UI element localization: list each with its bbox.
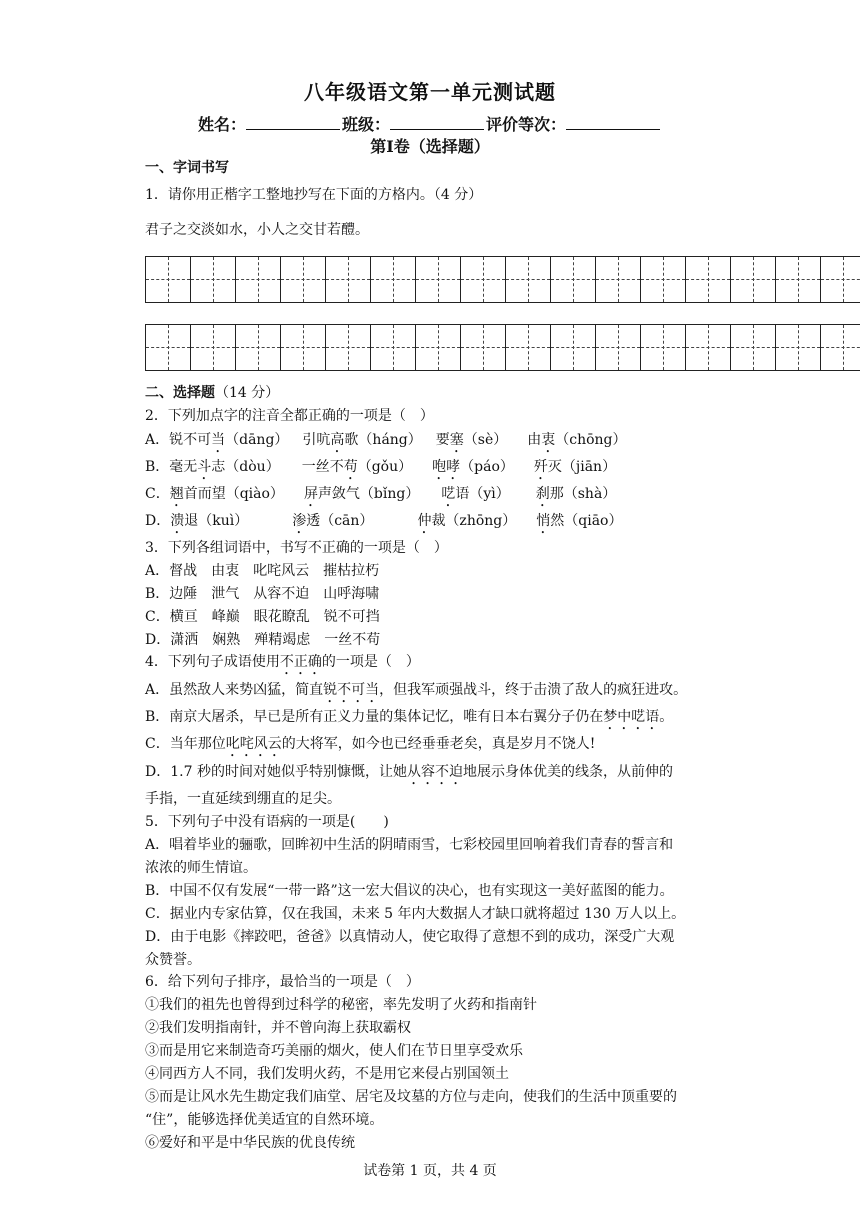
grid-cell[interactable] (731, 257, 776, 302)
question-6-stem: 6．给下列句子排序，最恰当的一项是（ ） (145, 974, 420, 990)
dotted-char: 渗 (292, 513, 307, 529)
question-2-stem: 2．下列加点字的注音全都正确的一项是（ ） (145, 408, 434, 424)
grid-cell[interactable] (776, 257, 821, 302)
option-text: A．锐不可 (145, 432, 212, 448)
question-5-option-d-continued: 众赞誉。 (145, 952, 201, 968)
section-2-title: 二、选择题 (145, 385, 215, 401)
grid-cell[interactable] (236, 325, 281, 370)
question-1: 1．请你用正楷字工整地抄写在下面的方格内。（4 分） (145, 187, 483, 203)
question-3-stem: 3．下列各组词语中，书写不正确的一项是（ ） (145, 540, 448, 556)
class-label: 班级： (341, 115, 390, 134)
question-6-sentence-5: ⑤而是让风水先生勘定我们庙堂、居宅及坟墓的方位与走向，使我们的生活中顶重要的 (145, 1089, 677, 1105)
dotted-text: 梦中呓语 (603, 709, 660, 725)
option-text: A．虽然敌人来势凶猛，简直 (145, 682, 324, 698)
grid-cell[interactable] (191, 257, 236, 302)
writing-grid-row-1[interactable] (145, 256, 860, 303)
option-text: （páo） (460, 459, 514, 475)
dotted-char: 咆 (432, 459, 447, 475)
question-5-stem: 5．下列句子中没有语病的一项是( ) (145, 814, 389, 830)
question-6-sentence-6: ⑥爱好和平是中华民族的优良传统 (145, 1135, 355, 1151)
dotted-char: 哮 (446, 459, 461, 475)
dotted-char: 呓 (441, 486, 456, 502)
option-text: 歌（háng） (344, 432, 422, 448)
dotted-text: 锐不可当 (323, 682, 380, 698)
dotted-char: 苟 (343, 459, 358, 475)
dotted-char: 仲 (417, 513, 432, 529)
grid-cell[interactable] (326, 257, 371, 302)
dotted-char: 衷 (541, 432, 556, 448)
dotted-char: 刹 (535, 486, 550, 502)
question-3-option-b[interactable]: B．边陲 泄气 从容不迫 山呼海啸 (145, 586, 380, 602)
grid-cell[interactable] (686, 257, 731, 302)
grid-cell[interactable] (641, 325, 686, 370)
dotted-char: 当 (211, 432, 226, 448)
student-info-row (0, 112, 860, 135)
grid-cell[interactable] (596, 257, 641, 302)
dotted-char: 高 (330, 432, 345, 448)
option-text: 要 (435, 432, 450, 448)
grid-cell[interactable] (821, 325, 860, 370)
grid-cell[interactable] (326, 325, 371, 370)
grid-cell[interactable] (506, 257, 551, 302)
grid-cell[interactable] (281, 325, 326, 370)
dotted-text: 叱咤风云 (225, 736, 282, 752)
grid-cell[interactable] (821, 257, 860, 302)
page-footer: 试卷第 1 页，共 4 页 (363, 1163, 497, 1179)
question-4-option-c[interactable] (145, 734, 725, 760)
grid-cell[interactable] (731, 325, 776, 370)
option-text: D． (145, 513, 171, 529)
question-3-option-c[interactable]: C．横亘 峰巅 眼花瞭乱 锐不可挡 (145, 609, 380, 625)
dotted-char: 悄 (536, 513, 551, 529)
option-text: ，但我军顽强战斗，终于击溃了敌人的疯狂进攻。 (379, 682, 688, 698)
option-text: （chōng） (555, 432, 627, 448)
question-4-option-a[interactable] (145, 680, 725, 706)
writing-grid-row-2[interactable] (145, 324, 860, 371)
option-text: D．1.7 秒的时间对她似乎特别慷慨，让她 (145, 764, 407, 780)
grade-label: 评价等次： (486, 115, 567, 134)
volume-heading: 第Ⅰ卷（选择题） (370, 137, 490, 156)
grid-cell[interactable] (416, 325, 461, 370)
stem-text: 4．下列句子成语使用 (145, 654, 280, 670)
stem-text: 的一项是（ ） (321, 654, 420, 670)
option-text: 由 (527, 432, 542, 448)
section-1-heading: 一、字词书写 (145, 160, 229, 176)
question-2-option-c[interactable] (145, 484, 725, 510)
grid-cell[interactable] (191, 325, 236, 370)
question-5-option-d[interactable]: D．由于电影《摔跤吧，爸爸》以真情动人，使它取得了意想不到的成功，深受广大观 (145, 929, 675, 945)
question-4-option-d[interactable] (145, 762, 725, 788)
question-2-option-b[interactable] (145, 457, 725, 483)
question-6-sentence-1: ①我们的祖先也曾得到过科学的秘密，率先发明了火药和指南针 (145, 997, 537, 1013)
option-text: B．毫无 (145, 459, 198, 475)
question-6-sentence-4: ④同西方人不同，我们发明火药，不是用它来侵占别国领土 (145, 1066, 509, 1082)
question-4-option-b[interactable] (145, 707, 725, 733)
grid-cell[interactable] (461, 257, 506, 302)
grid-cell[interactable] (506, 325, 551, 370)
grid-cell[interactable] (596, 325, 641, 370)
question-4-stem (145, 652, 725, 678)
option-text: 。 (659, 709, 674, 725)
question-6-sentence-5-continued: “住”，能够选择优美适宜的自然环境。 (145, 1112, 384, 1128)
dotted-text: 从容不迫 (406, 764, 463, 780)
question-5-option-c[interactable]: C．据业内专家估算，仅在我国，未来 5 年内大数据人才缺口就将超过 130 万人以上。 (145, 906, 686, 922)
grid-cell[interactable] (371, 325, 416, 370)
dotted-text: 不正确 (279, 654, 322, 670)
grade-blank[interactable] (566, 113, 660, 130)
grid-cell[interactable] (146, 257, 191, 302)
option-text: 首而望（qiào） (183, 486, 284, 502)
grid-cell[interactable] (551, 257, 596, 302)
option-text: （gǒu） (357, 459, 413, 475)
question-5-option-a[interactable]: A．唱着毕业的骊歌，回眸初中生活的阴晴雨雪，七彩校园里回响着我们青春的誓言和 (145, 837, 674, 853)
section-2-heading (145, 383, 725, 403)
option-text: 退（kuì） (184, 513, 249, 529)
class-blank[interactable] (390, 113, 484, 130)
dotted-char: 斗 (197, 459, 212, 475)
question-4-option-d-continued: 手指，一直延续到绷直的足尖。 (145, 791, 341, 807)
option-text: C． (145, 486, 170, 502)
exam-title: 八年级语文第一单元测试题 (304, 80, 556, 104)
question-3-option-d[interactable]: D．潇洒 娴熟 殚精竭虑 一丝不苟 (145, 632, 381, 648)
option-text: 裁（zhōng） (431, 513, 517, 529)
option-text: 的大将军，如今也已经垂垂老矣，真是岁月不饶人! (281, 736, 596, 752)
option-text: 地展示身体优美的线条，从前伸的 (462, 764, 673, 780)
question-2-option-a[interactable] (145, 430, 725, 456)
question-5-option-b[interactable]: B．中国不仅有发展“一带一路”这一宏大倡议的决心，也有实现这一美好蓝图的能力。 (145, 883, 674, 899)
option-text: 志（dòu） (211, 459, 280, 475)
question-6-sentence-3: ③而是用它来制造奇巧美丽的烟火，使人们在节日里享受欢乐 (145, 1043, 523, 1059)
question-3-option-a[interactable]: A．督战 由衷 叱咤风云 摧枯拉朽 (145, 563, 380, 579)
grid-cell[interactable] (641, 257, 686, 302)
grid-cell[interactable] (146, 325, 191, 370)
grid-cell[interactable] (371, 257, 416, 302)
dotted-char: 塞 (449, 432, 464, 448)
option-text: （sè） (463, 432, 508, 448)
name-blank[interactable] (246, 113, 340, 130)
option-text: 语（yì） (455, 486, 510, 502)
option-text: C．当年那位 (145, 736, 226, 752)
dotted-char: 屏 (303, 486, 318, 502)
question-5-option-a-continued: 浓浓的师生情谊。 (145, 860, 257, 876)
option-text: B．南京大屠杀，早已是所有正义力量的集体记忆，唯有日本右翼分子仍在 (145, 709, 604, 725)
section-2-points: （14 分） (215, 385, 280, 401)
grid-cell[interactable] (686, 325, 731, 370)
grid-cell[interactable] (551, 325, 596, 370)
option-text: （dāng） (225, 432, 289, 448)
dotted-char: 歼 (533, 459, 548, 475)
option-text: 声敛气（bǐng） (317, 486, 420, 502)
name-label: 姓名： (197, 115, 246, 134)
option-text: 那（shà） (549, 486, 617, 502)
option-text: 一丝不 (301, 459, 344, 475)
option-text: 引吭 (302, 432, 331, 448)
dotted-char: 溃 (170, 513, 185, 529)
grid-cell[interactable] (776, 325, 821, 370)
copy-sentence: 君子之交淡如水，小人之交甘若醴。 (145, 222, 369, 238)
question-6-sentence-2: ②我们发明指南针，并不曾向海上获取霸权 (145, 1020, 411, 1036)
dotted-char: 翘 (169, 486, 184, 502)
option-text: 然（qiāo） (550, 513, 623, 529)
grid-cell[interactable] (461, 325, 506, 370)
question-2-option-d[interactable] (145, 511, 725, 537)
grid-cell[interactable] (281, 257, 326, 302)
grid-cell[interactable] (236, 257, 281, 302)
option-text: 灭（jiān） (547, 459, 617, 475)
option-text: 透（cān） (306, 513, 374, 529)
grid-cell[interactable] (416, 257, 461, 302)
